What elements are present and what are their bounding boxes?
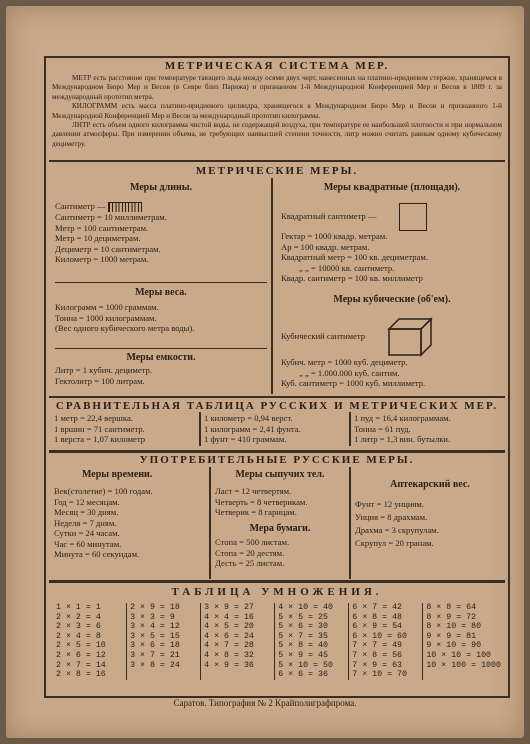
square-heading: Меры квадратные (площади). <box>323 182 461 193</box>
divider <box>209 467 211 579</box>
multiplication-row: 7 × 8 = 56 <box>352 650 403 660</box>
comparison-row: 1 фунт = 410 граммам. <box>204 434 287 444</box>
time-row: Неделя = 7 дням. <box>54 517 117 528</box>
multiplication-row: 1 × 1 = 1 <box>56 603 101 612</box>
apothecary-block <box>355 469 505 550</box>
multiplication-row: 5 × 9 = 45 <box>278 650 328 660</box>
comparison-row: 1 километр = 0,94 верст. <box>204 413 293 423</box>
cubic-row: Кубический сантиметр <box>281 330 366 341</box>
square-block <box>281 182 503 284</box>
comparison-row: 1 пуд = 16,4 килограммам. <box>354 413 451 423</box>
multiplication-grid <box>53 603 501 680</box>
multiplication-row: 5 × 10 = 50 <box>278 660 333 670</box>
weight-heading: Меры веса. <box>135 287 187 298</box>
square-row: Квадр. сантиметр = 100 кв. миллиметр <box>281 273 423 283</box>
square-row: Гектар = 1000 квадр. метрам. <box>281 231 388 241</box>
square-row: Квадратный сантиметр — <box>281 210 377 221</box>
document-frame <box>44 56 510 698</box>
multiplication-row: 2 × 2 = 4 <box>56 612 101 622</box>
multiplication-column <box>127 603 201 680</box>
multiplication-row: 3 × 7 = 21 <box>130 650 180 660</box>
apothecary-heading: Аптекарский вес. <box>390 479 470 490</box>
time-row: Месяц = 30 дням. <box>54 507 119 517</box>
multiplication-row: 4 × 9 = 36 <box>204 660 254 670</box>
multiplication-row: 4 × 4 = 16 <box>204 612 254 622</box>
length-row: Сантиметр — <box>55 201 106 211</box>
divider <box>349 467 351 579</box>
multiplication-row: 5 × 7 = 35 <box>278 631 328 641</box>
metre-definition: МЕТР есть расстояние при температуре тающего льда между осями двух черт, нанесенных на платино-иридиевом стержне, хранящемся в Международном Бюро Мер и Весов (в Севре близ Парижа) и признанном 1-й Международной Конференцией Мер и Весов в 1889 г. за международный прототип метра. <box>52 74 502 101</box>
printer-imprint: Саратов. Типография № 2 Крайполиграфпрома. <box>173 698 357 708</box>
russian-title: УПОТРЕБИТЕЛЬНЫЕ РУССКИЕ МЕРЫ. <box>139 454 415 466</box>
length-block <box>55 182 267 265</box>
comparison-section <box>49 396 505 448</box>
paper-heading: Мера бумаги. <box>249 523 311 534</box>
apothecary-row: Фунт = 12 унциям. <box>355 499 424 509</box>
multiplication-column <box>349 603 423 680</box>
multiplication-row: 4 × 5 = 20 <box>204 622 254 632</box>
multiplication-row: 9 × 9 = 81 <box>426 631 477 641</box>
comparison-column <box>54 413 145 445</box>
apothecary-row: Скрупул = 20 гранам. <box>355 538 434 548</box>
length-row: Дециметр = 10 сантиметрам. <box>55 243 161 254</box>
russian-measures-section <box>49 450 505 581</box>
centimetre-ruler-icon <box>108 202 142 212</box>
capacity-block <box>55 348 267 386</box>
length-heading: Меры длины. <box>129 182 193 193</box>
dry-row: Четверик = 8 гарнцам. <box>215 507 297 517</box>
cubic-block <box>281 294 503 389</box>
multiplication-row: 4 × 10 = 40 <box>278 603 333 612</box>
length-row: Метр = 10 дециметрам. <box>55 233 141 244</box>
length-row: Метр = 100 сантиметрам. <box>55 222 149 233</box>
multiplication-row: 3 × 8 = 24 <box>130 660 180 670</box>
multiplication-row: 4 × 8 = 32 <box>204 650 254 660</box>
capacity-row: Литр = 1 кубич. дециметр. <box>55 365 152 375</box>
comparison-column <box>354 413 451 445</box>
length-row: Сантиметр = 10 миллиметрам. <box>55 212 167 223</box>
litre-definition: ЛИТР есть объем одного килограмма чистой воды, не содержащей воздуха, при температуре ее наибольшей плотности и при нормальном давлении атмосферы. При измерении объема, не требующих наивысшей степени точности, литр можно считать равным одному кубическому дециметру. <box>52 121 502 148</box>
apothecary-row: Драхма = 3 скрупулам. <box>355 525 439 535</box>
multiplication-row: 2 × 7 = 14 <box>56 660 106 670</box>
multiplication-column <box>423 603 501 680</box>
multiplication-row: 10 × 100 = 1000 <box>426 660 501 670</box>
comparison-title: СРАВНИТЕЛЬНАЯ ТАБЛИЦА РУССКИХ И МЕТРИЧЕСКИХ МЕР. <box>55 400 499 412</box>
comparison-row: 1 верста = 1,07 километр <box>54 434 145 444</box>
metric-measures-section <box>49 160 505 398</box>
time-row: Минута = 60 секундам. <box>54 549 140 559</box>
time-heading: Меры времени. <box>82 469 153 480</box>
weight-row: Тонна = 1000 килограммам. <box>55 312 157 323</box>
multiplication-row: 6 × 10 = 60 <box>352 631 408 641</box>
weight-row: (Вес одного кубического метра воды). <box>55 323 195 333</box>
square-centimetre-icon <box>399 203 427 231</box>
multiplication-row: 2 × 5 = 10 <box>56 641 106 651</box>
paper-row: Стопа = 20 дестям. <box>215 547 285 558</box>
multiplication-row: 2 × 8 = 16 <box>56 670 106 680</box>
divider <box>271 178 273 394</box>
dry-row: Ласт = 12 четвертям. <box>215 486 292 496</box>
multiplication-column <box>53 603 127 680</box>
time-block <box>54 469 206 560</box>
capacity-row: Гектолитр = 100 литрам. <box>55 375 145 386</box>
dry-heading: Меры сыпучих тел. <box>235 469 325 480</box>
multiplication-row: 8 × 8 = 64 <box>426 603 477 612</box>
multiplication-row: 6 × 7 = 42 <box>352 603 403 612</box>
multiplication-row: 8 × 10 = 80 <box>426 622 482 632</box>
cubic-row: „ „ = 1.000.000 куб. сантим. <box>299 367 400 378</box>
multiplication-column <box>275 603 349 680</box>
comparison-row: 1 вршин = 71 сантиметр. <box>54 423 145 434</box>
time-row: Год = 12 месяцам. <box>54 496 120 507</box>
multiplication-row: 3 × 3 = 9 <box>130 612 175 622</box>
multiplication-row: 10 × 10 = 100 <box>426 650 492 660</box>
dry-block <box>215 469 345 518</box>
multiplication-row: 7 × 9 = 63 <box>352 660 403 670</box>
divider <box>349 412 351 446</box>
multiplication-row: 2 × 9 = 18 <box>130 603 180 612</box>
cubic-heading: Меры кубические (об'ем). <box>333 294 451 305</box>
multiplication-row: 3 × 6 = 18 <box>130 641 180 651</box>
time-row: Сутки = 24 часам. <box>54 528 120 538</box>
square-row: Ар = 100 квадр. метрам. <box>281 241 370 252</box>
square-row: „ „ = 10000 кв. сантиметр. <box>299 262 395 273</box>
divider <box>199 412 201 446</box>
multiplication-row: 2 × 4 = 8 <box>56 631 101 641</box>
kilogram-definition: КИЛОГРАММ есть масса платино-иридиевого цилиндра, хранящегося в Международном Бюро Мер и Весов и признанного 1-й Международной Конференцией Мер и Весов за международный прототип килограмма. <box>52 102 502 120</box>
weight-row: Килограмм = 1000 граммам. <box>55 302 159 312</box>
multiplication-row: 2 × 6 = 12 <box>56 650 106 660</box>
metric-title: МЕТРИЧЕСКИЕ МЕРЫ. <box>195 165 359 177</box>
multiplication-row: 2 × 3 = 6 <box>56 622 101 632</box>
header-section <box>52 60 502 149</box>
multiplication-row: 5 × 8 = 40 <box>278 641 328 651</box>
comparison-row: Тонна = 61 пуд. <box>354 423 411 434</box>
cubic-centimetre-icon <box>387 317 433 357</box>
multiplication-section <box>49 580 505 693</box>
multiplication-row: 4 × 7 = 28 <box>204 641 254 651</box>
cubic-row: Кубич. метр = 1000 куб. дециметр. <box>281 357 408 367</box>
multiplication-row: 5 × 5 = 25 <box>278 612 328 622</box>
multiplication-row: 8 × 9 = 72 <box>426 612 477 622</box>
multiplication-row: 6 × 6 = 36 <box>278 670 328 680</box>
capacity-heading: Меры емкости. <box>126 352 196 363</box>
multiplication-row: 4 × 6 = 24 <box>204 631 254 641</box>
weight-block <box>55 282 267 334</box>
time-row: Час = 60 минутам. <box>54 538 122 549</box>
multiplication-row: 7 × 10 = 70 <box>352 670 408 680</box>
length-row: Километр = 1000 метрам. <box>55 254 149 265</box>
comparison-row: 1 килограмм = 2,41 фунта. <box>204 423 301 434</box>
paper-block <box>215 523 345 569</box>
square-row: Квадратный метр = 100 кв. дециметрам. <box>281 252 428 262</box>
comparison-column <box>204 413 301 445</box>
paper-row: Стопа = 500 листам. <box>215 537 290 547</box>
multiplication-row: 6 × 9 = 54 <box>352 622 403 632</box>
cubic-row: Куб. сантиметр = 1000 куб. миллиметр. <box>281 378 426 388</box>
apothecary-row: Унция = 8 драхмам. <box>355 512 428 522</box>
time-row: Век(столетие) = 100 годам. <box>54 486 153 496</box>
multiplication-column <box>201 603 275 680</box>
comparison-row: 1 литр = 1,3 вин. бутылки. <box>354 434 451 444</box>
multiplication-row: 6 × 8 = 48 <box>352 612 403 622</box>
paper-row: Десть = 25 листам. <box>215 558 285 568</box>
multiplication-row: 3 × 9 = 27 <box>204 603 254 612</box>
multiplication-row: 3 × 4 = 12 <box>130 622 180 632</box>
multiplication-row: 5 × 6 = 30 <box>278 622 328 632</box>
page-sheet <box>6 6 524 738</box>
multiplication-row: 7 × 7 = 49 <box>352 641 403 651</box>
comparison-row: 1 метр = 22,4 вершка. <box>54 413 133 423</box>
multiplication-title: ТАБЛИЦА УМНОЖЕНИЯ. <box>171 586 383 598</box>
page-title: МЕТРИЧЕСКАЯ СИСТЕМА МЕР. <box>164 60 390 72</box>
multiplication-row: 9 × 10 = 90 <box>426 641 482 651</box>
dry-row: Четверть = 8 четверикам. <box>215 496 308 507</box>
multiplication-row: 3 × 5 = 15 <box>130 631 180 641</box>
